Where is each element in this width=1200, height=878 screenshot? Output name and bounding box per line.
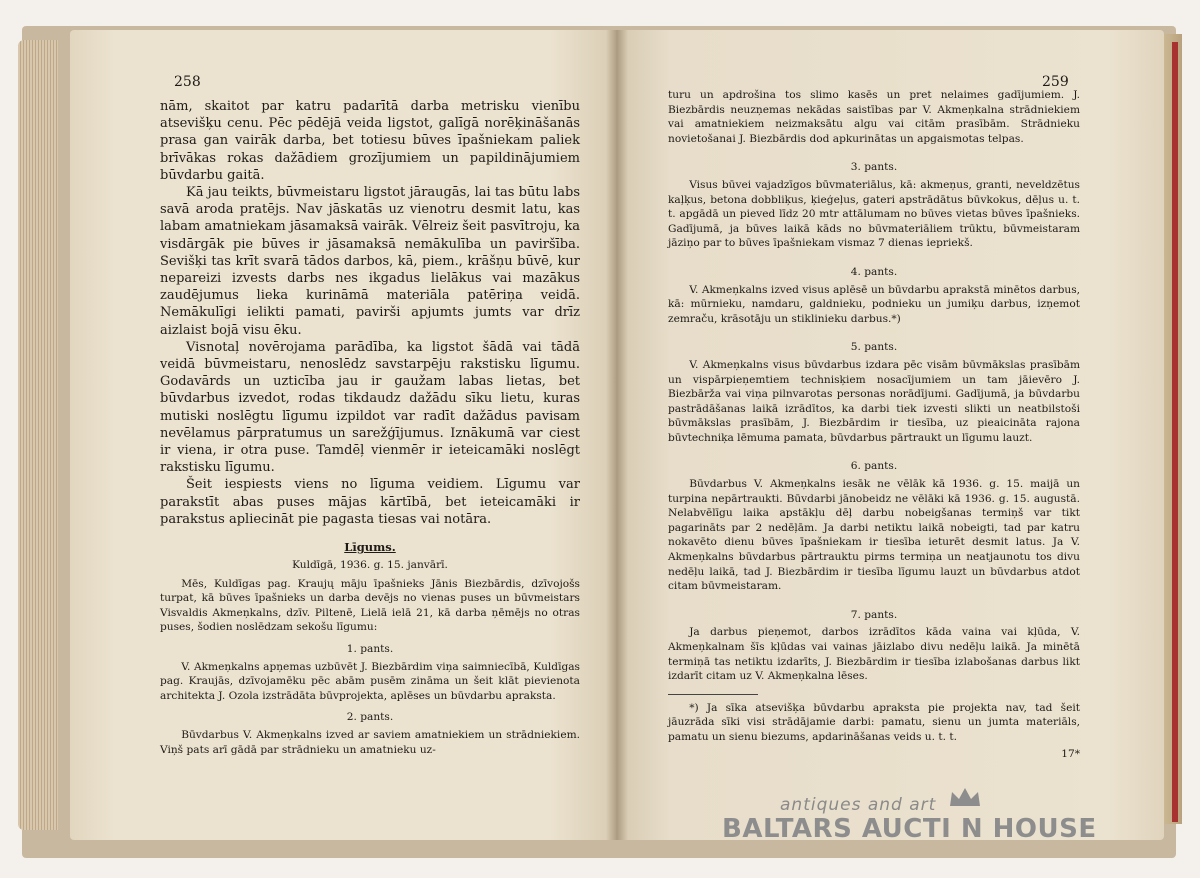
book-gutter (606, 30, 628, 840)
paragraph: Šeit iespiests viens no līguma veidiem. Līgumu var parakstīt abas puses mājas kārtībā, bet ieteicamāki ir parakstus apliecināt pie pagasta tiesas vai notāra. (160, 477, 580, 527)
section-heading: 4. pants. (850, 265, 898, 278)
left-page (70, 30, 616, 840)
continuation-text: turu un apdrošina tos slimo kasēs un pret nelaimes gadījumiem. J. Biezbārdis neuzņemas nekādas saistības par V. Akmeņkalna strādniekiem vai amatniekiem neizmaksātu algu vai citām prasībām. Strādnieku novietošanai J. Biezbārdis dod apkurinātas un apgaismotas telpas. (668, 89, 1080, 145)
section-heading: 6. pants. (850, 460, 898, 473)
section-text: Būvdarbus V. Akmeņkalns izved ar saviem amatniekiem un strādniekiem. Viņš pats arī gādā par strādnieku un amatnieku uz- (160, 729, 580, 756)
footnote: *) Ja sīka atsevišķa būvdarbu apraksta pie projekta nav, tad šeit jāuzrāda sīki visi strādājamie darbi: pamatu, sienu un jumta materiāls, pamatu un sienu biezums, apdarināšanas veids u. t. t. (668, 701, 1080, 743)
right-text-column (668, 88, 1080, 761)
section-text: Būvdarbus V. Akmeņkalns iesāk ne vēlāk kā 1936. g. 15. maijā un turpina nepārtraukti. Būvdarbi jānobeidz ne vēlāki kā 1936. g. 15. augustā. Nelabvēlīgu laika apstākļu dēļ darbu nobeigšanas termiņš var tikt pagarināts par 2 nedēļām. Ja darbi netiktu laikā nobeigti, tad par katru nokavēto dienu būves īpašniekam ir tiesība ieturēt desmit latus. Ja V. Akmeņkalns būvdarbus pārtrauktu pirms termiņa un neatjaunotu tos divu nedēļu laikā, tad J. Biezbārdim ir tiesība līgumu lauzt un būvdarbus atdot citam būvmeistaram. (668, 478, 1080, 593)
left-text-column (160, 98, 580, 757)
signature-mark: 17* (1061, 747, 1080, 760)
section-heading: 3. pants. (850, 161, 898, 174)
section-heading: 1. pants. (346, 643, 394, 656)
contract-intro: Mēs, Kuldīgas pag. Kraujų māju īpašnieks Jānis Biezbārdis, dzīvojošs turpat, kā būves īpašnieks un darba devējs no vienas puses un būvmeistars Visvaldis Akmeņkalns, dzīv. Piltenē, Lielā ielā 21, kā darba ņēmējs no otras puses, šodien noslēdzam sekošu līgumu: (160, 577, 580, 634)
section-heading: 2. pants. (346, 711, 394, 724)
paragraph: Kā jau teikts, būvmeistaru ligstot jāraugās, lai tas būtu labs savā aroda pratējs. Nav jāskatās uz vienotru desmit latu, kas labam amatniekam jāsamaksā vairāk. Vēlreiz šeit pasvītroju, ka visdārgāk pie būves ir jāsamaksā nemākulība un paviršība. Sevišķi tas krīt svarā tādos darbos, kā, piem., krāšņu būvē, kur nepareizi izvests darbs nes ikgadus lielākus vai mazākus zaudējumus lieka kurināmā materiāla patēriņa veidā. Nemākulīgi ielikti pamati, pavirši apjumts jumts var drīz aizlaist bojā visu ēku. (160, 185, 580, 338)
paragraph: Visnotaļ novērojama parādība, ka ligstot šādā vai tādā veidā būvmeistaru, nenoslēdz savstarpēju rakstisku līgumu. Godavārds un uzticība jau ir gaužam labas lietas, bet būvdarbus izvedot, rodas tikdaudz dažādu sīku lietu, kuras mutiski noslēgtu līgumu izpildot var radīt dažādus pavisam nevēlamus pārpratumus un sarežģījumus. Iznākumā var ciest ir viena, ir otra puse. Tamdēļ vienmēr ir ieteicamāki noslēgt rakstisku līgumu. (160, 339, 580, 476)
section-text: V. Akmeņkalns izved visus aplēsē un būvdarbu aprakstā minētos darbus, kā: mūrnieku, namdaru, galdnieku, podnieku un jumiķu darbus, izņemot zemraču, krāsotāju un stiklinieku darbus.*) (668, 283, 1080, 325)
footnote-rule (668, 694, 758, 695)
place-date: Kuldīgā, 1936. g. 15. janvārī. (292, 559, 448, 572)
watermark-tagline: antiques and art (780, 795, 937, 815)
right-page (616, 30, 1164, 840)
page-edges-left (18, 40, 58, 830)
page-number: 258 (174, 74, 201, 90)
section-text: Visus būvei vajadzīgos būvmateriālus, kā: akmeņus, granti, neveldzētus kaļķus, betona dobbliķus, ķieģeļus, gateri apstrādātus būvkokus, dēļus u. t. t. apgādā un pieved līdz 20 mtr attālumam no būves vietas būves īpašnieks. Gadījumā, ja būves laikā kāds no būvmateriāliem trūktu, būvmeistaram jāziņo par to būves īpašniekam vismaz 7 dienas iepriekš. (668, 178, 1080, 250)
watermark-brand: BALTARS AUCTI N HOUSE (722, 814, 1097, 844)
paragraph: nām, skaitot par katru padarītā darba metrisku vienību atsevišķu cenu. Pēc pēdējā veida ligstot, galīgā norēķināšanās prasa gan vairāk darba, bet totiesu būves īpašniekam paliek brīvākas rokas dažādiem grozījumiem un papildinājumiem būvdarbu gaitā. (160, 99, 580, 183)
section-text: V. Akmeņkalns apņemas uzbūvēt J. Biezbārdim viņa saimniecībā, Kuldīgas pag. Kraujās, dzīvojamēku pēc abām pusēm zināma un šeit klāt pievienota architekta J. Ozola izstrādāta būvprojekta, aplēses un būvdarbu apraksta. (160, 660, 580, 702)
red-cover-edge (1172, 42, 1178, 822)
section-text: V. Akmeņkalns visus būvdarbus izdara pēc visām būvmākslas prasībām un vispārpieņemtiem technisķiem nosacījumiem un tam jāievēro J. Biezbārža vai viņa pilnvarotas personas norādījumi. Gadījumā, ja būvdarbu pastrādāšanas laikā izrādītos, ka darbi tiek izvesti slikti un neatbilstoši būvmākslas prasībām, J. Biezbārdim ir tiesība, uz pieaicināta rajona būvtechniķa lēmuma pamata, būvdarbus pārtraukt un līgumu lauzt. (668, 358, 1080, 444)
section-text: Ja darbus pieņemot, darbos izrādītos kāda vaina vai kļūda, V. Akmeņkalnam šīs kļūdas vai vainas jāizlabo divu nedēļu laikā. Ja minētā termiņā tas netiktu izdarīts, J. Biezbārdim ir tiesība izlabošanas darbus likt izdarīt citam uz V. Akmeņkalna lēses. (668, 626, 1080, 683)
contract-title: Līgums. (344, 540, 396, 555)
section-heading: 7. pants. (850, 608, 898, 621)
section-heading: 5. pants. (850, 341, 898, 354)
page-number: 259 (1042, 74, 1069, 90)
crown-icon (948, 786, 982, 808)
